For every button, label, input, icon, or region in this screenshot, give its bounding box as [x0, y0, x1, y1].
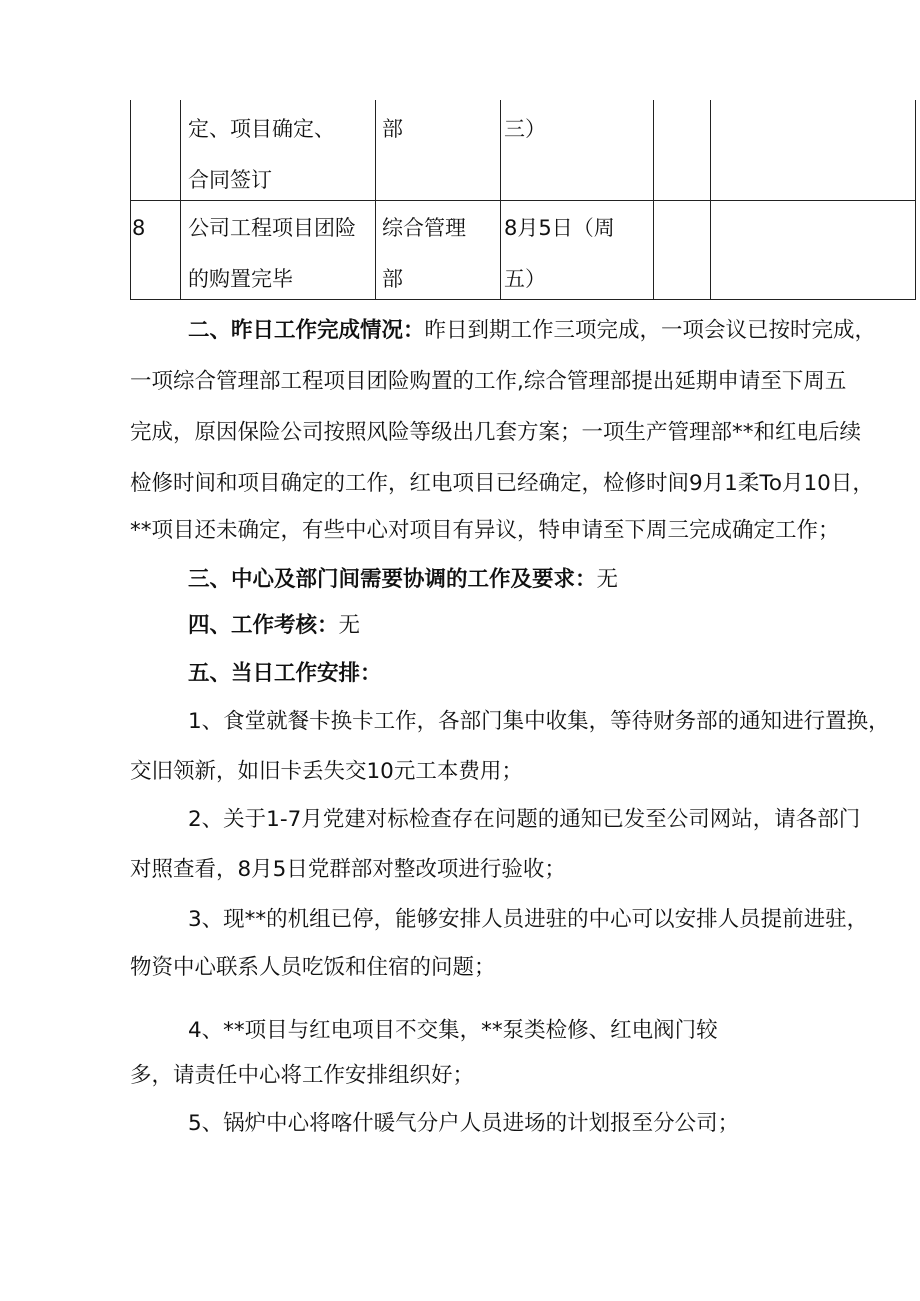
cell-line: 五） — [504, 267, 546, 291]
section-4-heading: 四、工作考核： — [188, 613, 339, 638]
item-4-line: 4、**项目与红电项目不交集，**泵类检修、红电阀门较 — [188, 1018, 718, 1043]
item-2-line: 对照查看，8月5日党群部对整改项进行验收； — [130, 857, 566, 882]
table-cell-task — [188, 104, 335, 206]
item-2-line: 2、关于1-7月党建对标检查存在问题的通知已发至公司网站，请各部门 — [188, 807, 861, 832]
item-1-line: 1、食堂就餐卡换卡工作，各部门集中收集，等待财务部的通知进行置换， — [188, 709, 890, 734]
item-1-line: 交旧领新，如旧卡丢失交10元工本费用； — [130, 759, 523, 784]
section-3-value: 无 — [596, 567, 619, 592]
table-cell-no — [132, 203, 145, 254]
section-5-heading: 五、当日工作安排： — [188, 661, 382, 686]
cell-line: 公司工程项目团险 — [188, 216, 356, 240]
section-2-heading: 二、昨日工作完成情况： — [188, 318, 425, 343]
task-table — [130, 100, 916, 300]
table-cell-date — [504, 203, 615, 305]
cell-line: 部 — [382, 117, 403, 141]
item-4-line: 多，请责任中心将工作安排组织好； — [130, 1063, 475, 1088]
section-2-line: 一项综合管理部工程项目团险购置的工作,综合管理部提出延期申请至下周五 — [130, 369, 847, 394]
cell-line: 8月5日（周 — [504, 216, 615, 240]
section-2-first-line — [188, 316, 876, 346]
cell-line: 定、项目确定、 — [188, 117, 335, 141]
cell-line: 合同签订 — [188, 168, 272, 192]
cell-line: 8 — [132, 216, 146, 240]
section-2-line: 检修时间和项目确定的工作，红电项目已经确定，检修时间9月1柔To月10日， — [130, 471, 874, 496]
section-2-text: 昨日到期工作三项完成，一项会议已按时完成， — [424, 318, 877, 343]
table-cell-date — [504, 104, 546, 155]
item-3-line: 物资中心联系人员吃饭和住宿的问题； — [130, 955, 496, 980]
table-cell-task — [188, 203, 356, 305]
cell-line: 三） — [504, 117, 546, 141]
item-5-line: 5、锅炉中心将喀什暖气分户人员进场的计划报至分公司； — [188, 1111, 740, 1136]
item-3-line: 3、现**的机组已停，能够安排人员进驻的中心可以安排人员提前进驻， — [188, 907, 869, 932]
table-cell-dept — [382, 203, 466, 305]
section-4-value: 无 — [338, 613, 361, 638]
section-3-line — [188, 565, 618, 595]
table-cell-dept — [382, 104, 403, 155]
section-3-heading: 三、中心及部门间需要协调的工作及要求： — [188, 567, 597, 592]
cell-line: 的购置完毕 — [188, 267, 293, 291]
cell-line: 部 — [382, 267, 403, 291]
section-2-line: 完成，原因保险公司按照风险等级出几套方案；一项生产管理部**和红电后续 — [130, 420, 862, 445]
cell-line: 综合管理 — [382, 216, 466, 240]
section-4-line — [188, 611, 360, 641]
section-2-line: **项目还未确定，有些中心对项目有异议，特申请至下周三完成确定工作； — [130, 518, 840, 543]
